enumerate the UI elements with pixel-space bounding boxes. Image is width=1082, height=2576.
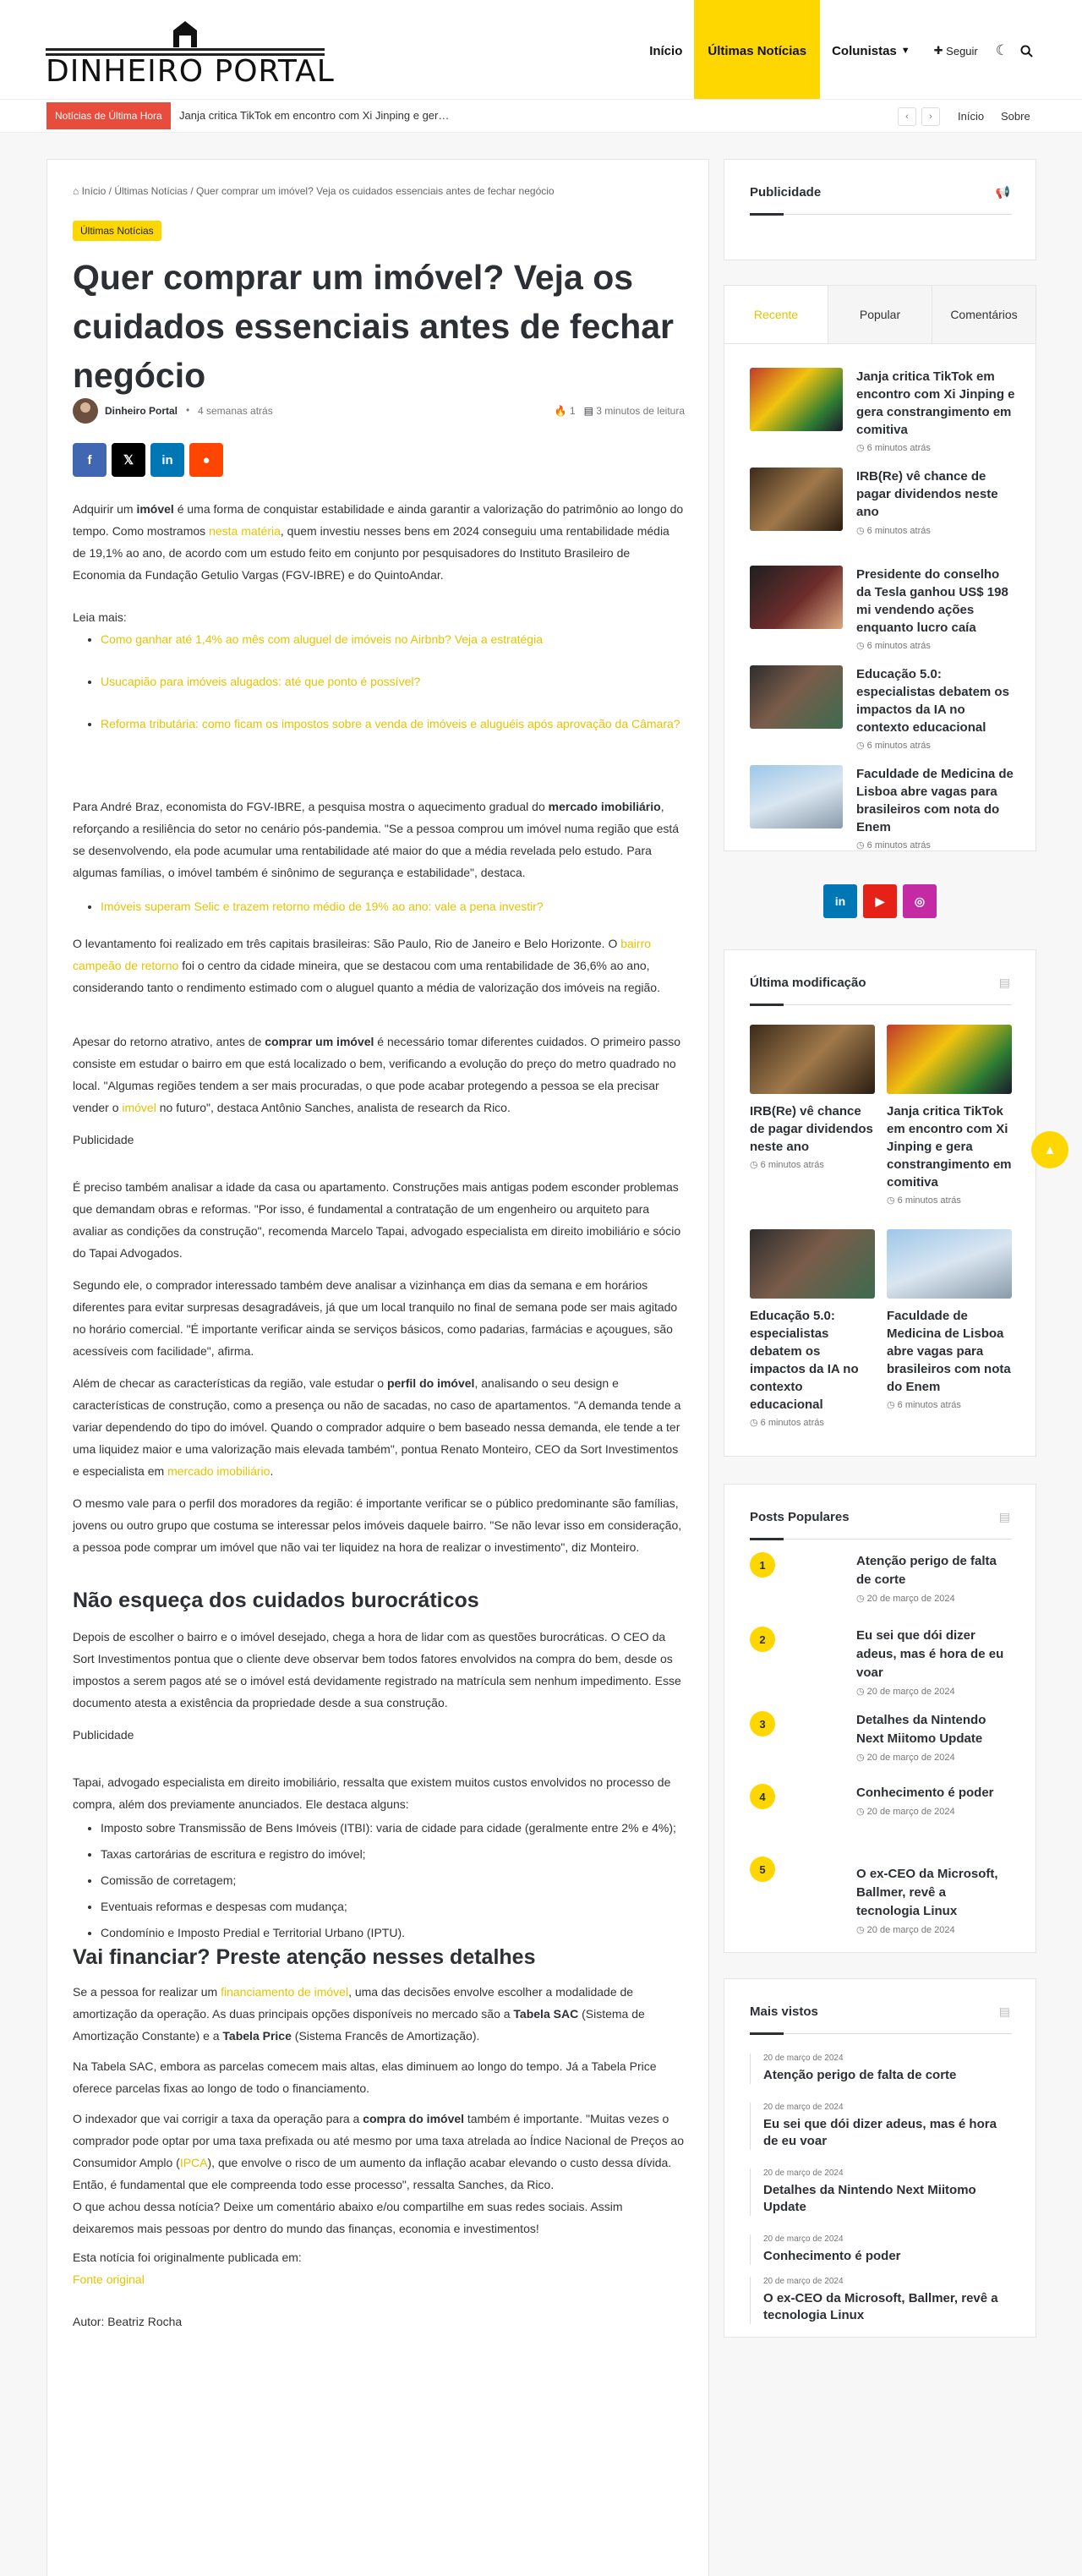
section-heading: Não esqueça dos cuidados burocráticos bbox=[73, 1589, 479, 1612]
widget-divider bbox=[750, 2033, 1012, 2034]
post-title[interactable]: Detalhes da Nintendo Next Miitomo Update bbox=[763, 2183, 976, 2214]
post-time bbox=[856, 840, 931, 850]
post-thumbnail[interactable] bbox=[750, 765, 843, 829]
post-card[interactable] bbox=[887, 1229, 1012, 1410]
instagram-icon: ◎ bbox=[914, 894, 926, 908]
post-time-text: 6 minutos atrás bbox=[897, 1400, 961, 1410]
article-paragraph: Apesar do retorno atrativo, antes de comprar um imóvel é necessário tomar diferentes cuidados. O primeiro passo consiste em estudar o bairro em que está localizado o bem, verificando a evolução do preço do metro quadrado no local. "Algumas regiões tendem a ser mais procuradas, o que pode acabar protegendo a pessoa se ela precisar vender o imóvel no futuro", destaca Antônio Sanches, analista de research da Rico. bbox=[73, 1035, 681, 1114]
list-item: • Condomínio e Imposto Predial e Territorial Urbano (IPTU). bbox=[101, 1922, 684, 1944]
top-link-about[interactable]: Sobre bbox=[1001, 110, 1030, 123]
post-time-text: 6 minutos atrás bbox=[760, 1418, 824, 1428]
facebook-share-button[interactable] bbox=[73, 443, 107, 477]
follow-label: Seguir bbox=[946, 44, 978, 57]
post-time bbox=[750, 1417, 875, 1428]
list-item bbox=[101, 628, 684, 650]
search-icon bbox=[1020, 45, 1033, 57]
clock-icon: ◷ bbox=[856, 1925, 867, 1935]
popular-posts-widget bbox=[724, 1484, 1036, 1953]
clock-icon: ◷ bbox=[856, 526, 867, 536]
article-date: 4 semanas atrás bbox=[198, 405, 273, 417]
read-more-link[interactable]: Como ganhar até 1,4% ao mês com aluguel de imóveis no Airbnb? Veja a estratégia bbox=[101, 632, 543, 646]
article-paragraph: Adquirir um imóvel é uma forma de conquistar estabilidade e ainda garantir a valorização do patrimônio ao longo do tempo. Como mostramos nesta matéria, quem investiu nesses bens em 2024 conseguiu uma rentabilidade média de 19,1% ao ano, de acordo com um estudo feito em conjunto por pesquisadores do Instituto Brasileiro de Economia da Fundação Getulio Vargas (FGV-IBRE) e do QuintoAndar. bbox=[73, 502, 684, 582]
post-date-text: 20 de março de 2024 bbox=[866, 1925, 955, 1935]
most-viewed-item[interactable] bbox=[750, 2054, 1012, 2084]
rank-badge: 3 bbox=[750, 1711, 775, 1736]
post-title[interactable]: Janja critica TikTok em encontro com Xi Jinping e gera constrangimento em comitiva bbox=[856, 369, 1015, 437]
post-date-text: 20 de março de 2024 bbox=[866, 1687, 955, 1697]
post-title[interactable]: O ex-CEO da Microsoft, Ballmer, revê a tecnologia Linux bbox=[856, 1867, 998, 1918]
post-thumbnail[interactable] bbox=[750, 368, 843, 431]
linkedin-icon: in bbox=[161, 452, 173, 468]
youtube-link[interactable] bbox=[863, 884, 897, 918]
article-paragraph: Além de checar as características da região, vale estudar o perfil do imóvel, analisando o seu design e características de construção, como a presença ou não de sacadas, no caso de apartamentos. "A demanda tende a variar dependendo do tipo do imóvel. Quando o comprador adquire o bem baseado nessa demanda, ele tende a ter uma liquidez maior e uma valorização mais elevada também", pontua Renato Monteiro, CEO da Sort Investimentos e especialista em mercado imobiliário. bbox=[73, 1376, 681, 1478]
post-title[interactable]: Atenção perigo de falta de corte bbox=[856, 1554, 997, 1587]
follow-button[interactable] bbox=[922, 0, 990, 101]
post-title[interactable]: Presidente do conselho da Tesla ganhou US$ 198 mi vendendo ações enquanto lucro caía bbox=[856, 567, 1008, 635]
post-time bbox=[887, 1195, 1012, 1206]
post-title[interactable]: IRB(Re) vê chance de pagar dividendos neste ano bbox=[856, 469, 998, 519]
clock-icon: ◷ bbox=[856, 443, 867, 453]
recent-post[interactable] bbox=[750, 468, 1012, 544]
post-date bbox=[856, 1593, 955, 1604]
read-more-link[interactable]: Reforma tributária: como ficam os impostos sobre a venda de imóveis e aluguéis após aprovação da Câmara? bbox=[101, 717, 680, 730]
post-thumbnail[interactable] bbox=[750, 1229, 875, 1299]
post-time-text: 6 minutos atrás bbox=[866, 443, 931, 453]
read-time: 3 minutos de leitura bbox=[596, 405, 685, 417]
post-thumbnail[interactable] bbox=[750, 468, 843, 531]
post-title[interactable]: Educação 5.0: especialistas debatem os impactos da IA no contexto educacional bbox=[856, 667, 1009, 735]
post-date-text: 20 de março de 2024 bbox=[866, 1594, 955, 1604]
post-time-text: 6 minutos atrás bbox=[760, 1160, 824, 1170]
rank-badge: 5 bbox=[750, 1857, 775, 1882]
post-date: 20 de março de 2024 bbox=[763, 2277, 844, 2286]
inline-link[interactable]: nesta matéria bbox=[209, 524, 281, 538]
nav-latest-news[interactable]: Últimas Notícias bbox=[694, 0, 820, 101]
post-title[interactable]: Conhecimento é poder bbox=[763, 2249, 901, 2263]
article-paragraph: Depois de escolher o bairro e o imóvel desejado, chega a hora de lidar com as questões burocráticas. O CEO da Sort Investimentos pontua que o cliente deve observar bem todos fatores envolvidos na compra do bem, desde os impostos a serem pagos até se o imóvel está devidamente registrado na matrícula sem nenhum impedimento. Esse documento atesta a existência da propriedade desde a sua construção. bbox=[73, 1630, 681, 1709]
article-paragraph: O indexador que vai corrigir a taxa da operação para a compra do imóvel também é importante. "Muitas vezes o comprador pode optar por uma taxa prefixada ou até mesmo por uma taxa atrelada ao Índice Nacional de Preços ao Consumidor Amplo (IPCA), que envolve o risco de um aumento da inflação acabar elevando o custo dessa dívida. Então, é fundamental que ele compreenda todo esse processo", ressalta Sanches, da Rico. O que achou dessa notícia? Deixe um comentário abaixo e/ou compartilhe em suas redes sociais. Assim deixaremos mais pessoas por dentro do mundo das finanças, economia e investimentos! bbox=[73, 2112, 684, 2235]
reddit-icon: ● bbox=[202, 452, 210, 468]
post-title[interactable]: Janja critica TikTok em encontro com Xi Jinping e gera constrangimento em comitiva bbox=[887, 1104, 1012, 1190]
source-label: Esta notícia foi originalmente publicada em: bbox=[73, 2251, 302, 2264]
fire-icon: 🔥 bbox=[554, 405, 567, 417]
clock-icon: ◷ bbox=[856, 1594, 867, 1604]
inline-link[interactable]: IPCA bbox=[179, 2156, 208, 2169]
document-icon: ▤ bbox=[998, 1510, 1010, 1523]
post-time-text: 6 minutos atrás bbox=[866, 741, 931, 751]
article-paragraph: Para André Braz, economista do FGV-IBRE, a pesquisa mostra o aquecimento gradual do mercado imobiliário, reforçando a resiliência do setor no cenário pós-pandemia. "Se a pessoa comprou um imóvel numa região que está se desenvolvendo, ela pode acumular uma rentabilidade até maior do que a média revelada pelo estudo. Para algumas famílias, o imóvel também é sinônimo de segurança e estabilidade", destaca. bbox=[73, 800, 680, 879]
popular-post[interactable] bbox=[750, 1857, 1012, 1935]
post-card[interactable] bbox=[750, 1025, 875, 1170]
most-viewed-item[interactable] bbox=[750, 2234, 1012, 2265]
related-link-list bbox=[101, 895, 684, 922]
house-logo-icon bbox=[171, 19, 199, 47]
post-time-text: 6 minutos atrás bbox=[866, 840, 931, 850]
post-date-text: 20 de março de 2024 bbox=[866, 1753, 955, 1763]
plus-icon: ✚ bbox=[933, 44, 947, 57]
article-paragraph: Se a pessoa for realizar um financiamento de imóvel, uma das decisões envolve escolher a modalidade de amortização da operação. As duas principais opções disponíveis no mercado são a Tabela SAC (Sistema de Amortização Constante) e a Tabela Price (Sistema Francês de Amortização). bbox=[73, 1985, 645, 2043]
read-more-link[interactable]: Usucapião para imóveis alugados: até que ponto é possível? bbox=[101, 675, 421, 688]
linkedin-link[interactable] bbox=[823, 884, 857, 918]
book-icon: ▤ bbox=[583, 405, 593, 417]
ticker-prev-button[interactable]: ‹ bbox=[898, 107, 916, 126]
clock-icon: ◷ bbox=[856, 641, 867, 651]
share-buttons bbox=[73, 443, 223, 477]
post-title[interactable]: Detalhes da Nintendo Next Miitomo Update bbox=[856, 1713, 986, 1746]
post-date: 20 de março de 2024 bbox=[763, 2103, 844, 2112]
document-icon: ▤ bbox=[998, 2004, 1010, 2018]
article-container bbox=[46, 159, 709, 2576]
article-paragraph: O levantamento foi realizado em três capitais brasileiras: São Paulo, Rio de Janeiro e Belo Horizonte. O bairro campeão de retorno foi o centro da cidade mineira, que se destacou com uma rentabilidade de 36,6% ao ano, considerando tanto o rendimento estimado com o aluguel quanto a média de valorização dos imóveis na região. bbox=[73, 937, 660, 994]
tab-popular[interactable]: Popular bbox=[828, 286, 932, 343]
post-title[interactable]: Educação 5.0: especialistas debatem os impactos da IA no contexto educacional bbox=[750, 1309, 859, 1412]
widget-divider bbox=[750, 214, 1012, 215]
tabs bbox=[724, 285, 1036, 344]
chevron-down-icon: ▼ bbox=[900, 46, 910, 56]
recent-post[interactable] bbox=[750, 665, 1012, 751]
author-avatar[interactable] bbox=[73, 398, 98, 424]
post-title[interactable]: Eu sei que dói dizer adeus, mas é hora de eu voar bbox=[856, 1628, 1004, 1680]
breadcrumb-section[interactable]: Últimas Notícias bbox=[114, 185, 188, 197]
youtube-icon: ▶ bbox=[875, 894, 885, 908]
breaking-news-ticker[interactable]: Janja critica TikTok em encontro com Xi Jinping e ger… bbox=[179, 109, 450, 122]
rank-badge: 1 bbox=[750, 1552, 775, 1578]
clock-icon: ◷ bbox=[856, 1687, 867, 1697]
post-time bbox=[856, 525, 931, 536]
post-date: 20 de março de 2024 bbox=[763, 2054, 844, 2063]
logo-text: DINHEIRO PORTAL bbox=[46, 54, 335, 89]
post-date bbox=[856, 1752, 955, 1763]
post-date bbox=[856, 1924, 955, 1935]
article-paragraph: Tapai, advogado especialista em direito imobiliário, ressalta que existem muitos custos envolvidos no processo de compra, além dos previamente anunciados. Ele destaca alguns: bbox=[73, 1775, 671, 1811]
document-icon: ▤ bbox=[998, 976, 1010, 989]
post-thumbnail[interactable] bbox=[750, 566, 843, 629]
post-time bbox=[856, 442, 931, 453]
inline-link[interactable]: imóvel bbox=[122, 1101, 156, 1114]
inline-link[interactable]: bairro campeão de retorno bbox=[73, 937, 652, 972]
most-viewed-item[interactable] bbox=[750, 2103, 1012, 2150]
megaphone-icon: 📢 bbox=[995, 185, 1010, 199]
article-title: Quer comprar um imóvel? Veja os cuidados essenciais antes de fechar negócio bbox=[73, 258, 674, 395]
tab-comments[interactable]: Comentários bbox=[950, 308, 1018, 321]
article-paragraph: Na Tabela SAC, embora as parcelas comecem mais altas, elas diminuem ao longo do tempo. Já a Tabela Price oferece parcelas fixas ao longo de todo o financiamento. bbox=[73, 2059, 657, 2095]
article-paragraph: Segundo ele, o comprador interessado também deve analisar a vizinhança em dias da semana e em horários diferentes para evitar surpresas desagradáveis, já que um local tranquilo no final de semana pode ser mais agitado no horário comercial. "É importante verificar ainda se serviços básicos, como padarias, farmácias e açougues, são acessíveis com facilidade", afirma. bbox=[73, 1278, 678, 1358]
list-item: • Imposto sobre Transmissão de Bens Imóveis (ITBI): varia de cidade para cidade (geralmente entre 2% e 4%); bbox=[101, 1817, 684, 1839]
section-heading: Vai financiar? Preste atenção nesses detalhes bbox=[73, 1945, 536, 1969]
list-item bbox=[101, 713, 684, 735]
post-date-text: 20 de março de 2024 bbox=[866, 1807, 955, 1817]
post-title[interactable]: Conhecimento é poder bbox=[856, 1786, 994, 1800]
widget-title: Posts Populares bbox=[750, 1510, 850, 1524]
search-button[interactable] bbox=[1014, 0, 1082, 101]
nav-columnists[interactable] bbox=[820, 0, 922, 101]
popular-post[interactable] bbox=[750, 1784, 1012, 1843]
post-title[interactable]: Atenção perigo de falta de corte bbox=[763, 2068, 957, 2082]
instagram-link[interactable] bbox=[903, 884, 937, 918]
post-time bbox=[887, 1399, 1012, 1410]
widget-divider bbox=[750, 1539, 1012, 1540]
recent-post[interactable] bbox=[750, 765, 1014, 850]
post-time bbox=[856, 640, 931, 651]
clock-icon: ◷ bbox=[750, 1418, 761, 1428]
category-badge[interactable]: Últimas Notícias bbox=[73, 221, 161, 241]
ad-label: Publicidade bbox=[73, 1133, 134, 1146]
post-title[interactable]: Eu sei que dói dizer adeus, mas é hora de eu voar bbox=[763, 2117, 997, 2148]
most-viewed-widget bbox=[724, 1978, 1036, 2338]
post-title[interactable]: O ex-CEO da Microsoft, Ballmer, revê a tecnologia Linux bbox=[763, 2291, 998, 2322]
widget-title: Última modificação bbox=[750, 976, 866, 990]
post-card[interactable] bbox=[750, 1229, 875, 1428]
linkedin-share-button[interactable] bbox=[150, 443, 184, 477]
ticker-next-button[interactable]: › bbox=[921, 107, 940, 126]
source-link[interactable]: Fonte original bbox=[73, 2272, 145, 2286]
clock-icon: ◷ bbox=[887, 1400, 898, 1410]
article-stats bbox=[555, 405, 685, 417]
post-thumbnail[interactable] bbox=[887, 1229, 1012, 1299]
post-time-text: 6 minutos atrás bbox=[866, 641, 931, 651]
popular-post[interactable] bbox=[750, 1552, 1012, 1611]
post-time bbox=[856, 740, 931, 751]
clock-icon: ◷ bbox=[856, 1807, 867, 1817]
most-viewed-item[interactable] bbox=[750, 2169, 1012, 2216]
clock-icon: ◷ bbox=[750, 1160, 761, 1170]
main-nav bbox=[637, 0, 1082, 101]
site-logo[interactable] bbox=[46, 17, 335, 89]
ad-widget bbox=[724, 159, 1036, 260]
breadcrumb bbox=[73, 185, 555, 197]
author-name[interactable]: Dinheiro Portal bbox=[105, 405, 178, 417]
widget-title: Mais vistos bbox=[750, 2004, 818, 2019]
recent-post[interactable] bbox=[750, 566, 1012, 651]
widget-title: Publicidade bbox=[750, 185, 822, 200]
meta-separator: • bbox=[186, 404, 190, 416]
inline-link[interactable]: financiamento de imóvel bbox=[221, 1985, 349, 1999]
top-link-home[interactable]: Início bbox=[958, 110, 985, 123]
reddit-share-button[interactable] bbox=[189, 443, 223, 477]
list-item bbox=[101, 670, 684, 692]
tab-recent[interactable]: Recente bbox=[724, 286, 828, 343]
related-link[interactable]: Imóveis superam Selic e trazem retorno médio de 19% ao ano: vale a pena investir? bbox=[101, 900, 544, 913]
breaking-news-bar bbox=[0, 99, 1082, 133]
linkedin-icon: in bbox=[834, 894, 846, 908]
read-more-label: Leia mais: bbox=[73, 610, 127, 624]
most-viewed-item[interactable] bbox=[750, 2277, 1012, 2324]
recent-post[interactable] bbox=[750, 368, 1015, 453]
logo-rule bbox=[46, 48, 325, 51]
post-card[interactable] bbox=[887, 1025, 1012, 1206]
post-date: 20 de março de 2024 bbox=[763, 2234, 844, 2244]
article-meta bbox=[73, 398, 685, 424]
scroll-to-top-button[interactable] bbox=[1031, 1131, 1068, 1168]
rank-badge: 2 bbox=[750, 1627, 775, 1652]
clock-icon: ◷ bbox=[856, 1753, 867, 1763]
read-more-list bbox=[101, 628, 684, 739]
post-date: 20 de março de 2024 bbox=[763, 2169, 844, 2178]
clock-icon: ◷ bbox=[887, 1195, 898, 1206]
list-item: • Eventuais reformas e despesas com mudança; bbox=[101, 1895, 684, 1917]
post-date bbox=[856, 1806, 955, 1817]
dark-mode-toggle[interactable] bbox=[990, 0, 1014, 101]
home-icon: ⌂ bbox=[73, 185, 82, 197]
author-line: Autor: Beatriz Rocha bbox=[73, 2315, 183, 2328]
post-date bbox=[856, 1686, 955, 1697]
nav-home[interactable]: Início bbox=[649, 43, 683, 58]
x-icon: 𝕏 bbox=[123, 453, 134, 468]
nav-columnists-label: Colunistas bbox=[832, 43, 897, 58]
list-item: • Taxas cartorárias de escritura e registro do imóvel; bbox=[101, 1843, 684, 1865]
article-paragraph: O mesmo vale para o perfil dos moradores da região: é importante verificar se o público predominante são famílias, jovens ou outro grupo que costuma se interessar pelos imóveis daquele bairro. "Se não levar isso em consideração, a pessoa pode comprar um imóvel que não vai ter liquidez na hora de realizar o investimento", diz Monteiro. bbox=[73, 1496, 682, 1554]
last-modified-widget bbox=[724, 949, 1036, 1457]
breadcrumb-current: Quer comprar um imóvel? Veja os cuidados essenciais antes de fechar negócio bbox=[196, 185, 555, 197]
breaking-news-label: Notícias de Última Hora bbox=[46, 102, 171, 129]
post-title[interactable]: Faculdade de Medicina de Lisboa abre vagas para brasileiros com nota do Enem bbox=[887, 1309, 1011, 1394]
ad-label: Publicidade bbox=[73, 1728, 134, 1742]
site-header bbox=[0, 0, 1082, 99]
post-time-text: 6 minutos atrás bbox=[897, 1195, 961, 1206]
breadcrumb-separator: / bbox=[108, 185, 112, 197]
post-time bbox=[750, 1159, 875, 1170]
costs-list bbox=[101, 1817, 684, 1948]
post-time-text: 6 minutos atrás bbox=[866, 526, 931, 536]
post-thumbnail[interactable] bbox=[750, 665, 843, 729]
rank-badge: 4 bbox=[750, 1784, 775, 1809]
post-thumbnail[interactable] bbox=[887, 1025, 1012, 1094]
breadcrumb-home[interactable]: Início bbox=[81, 185, 107, 197]
popular-post[interactable] bbox=[750, 1627, 1012, 1697]
list-item: • Comissão de corretagem; bbox=[101, 1869, 684, 1891]
chevron-up-icon: ▲ bbox=[1043, 1142, 1057, 1157]
moon-icon: ☾ bbox=[995, 42, 1008, 58]
social-links bbox=[823, 884, 937, 918]
post-title[interactable]: IRB(Re) vê chance de pagar dividendos neste ano bbox=[750, 1104, 873, 1154]
clock-icon: ◷ bbox=[856, 741, 867, 751]
widget-divider bbox=[750, 1004, 1012, 1005]
article-paragraph: É preciso também analisar a idade da casa ou apartamento. Construções mais antigas podem esconder problemas que demandam obras e reformas. "Por isso, é fundamental a contratação de um engenheiro ou arquiteto para avaliar as condições da construção", recomenda Marcelo Tapai, advogado especialista em direito imobiliário e sócio do Tapai Advogados. bbox=[73, 1180, 681, 1260]
post-thumbnail[interactable] bbox=[750, 1025, 875, 1094]
inline-link[interactable]: mercado imobiliário bbox=[167, 1464, 270, 1478]
view-count: 1 bbox=[569, 405, 576, 417]
facebook-icon: f bbox=[87, 452, 92, 468]
breadcrumb-separator: / bbox=[190, 185, 194, 197]
post-title[interactable]: Faculdade de Medicina de Lisboa abre vagas para brasileiros com nota do Enem bbox=[856, 767, 1014, 834]
popular-post[interactable] bbox=[750, 1711, 1012, 1770]
x-share-button[interactable] bbox=[112, 443, 145, 477]
clock-icon: ◷ bbox=[856, 840, 867, 850]
list-item bbox=[101, 895, 684, 917]
recent-posts-widget bbox=[724, 344, 1036, 851]
